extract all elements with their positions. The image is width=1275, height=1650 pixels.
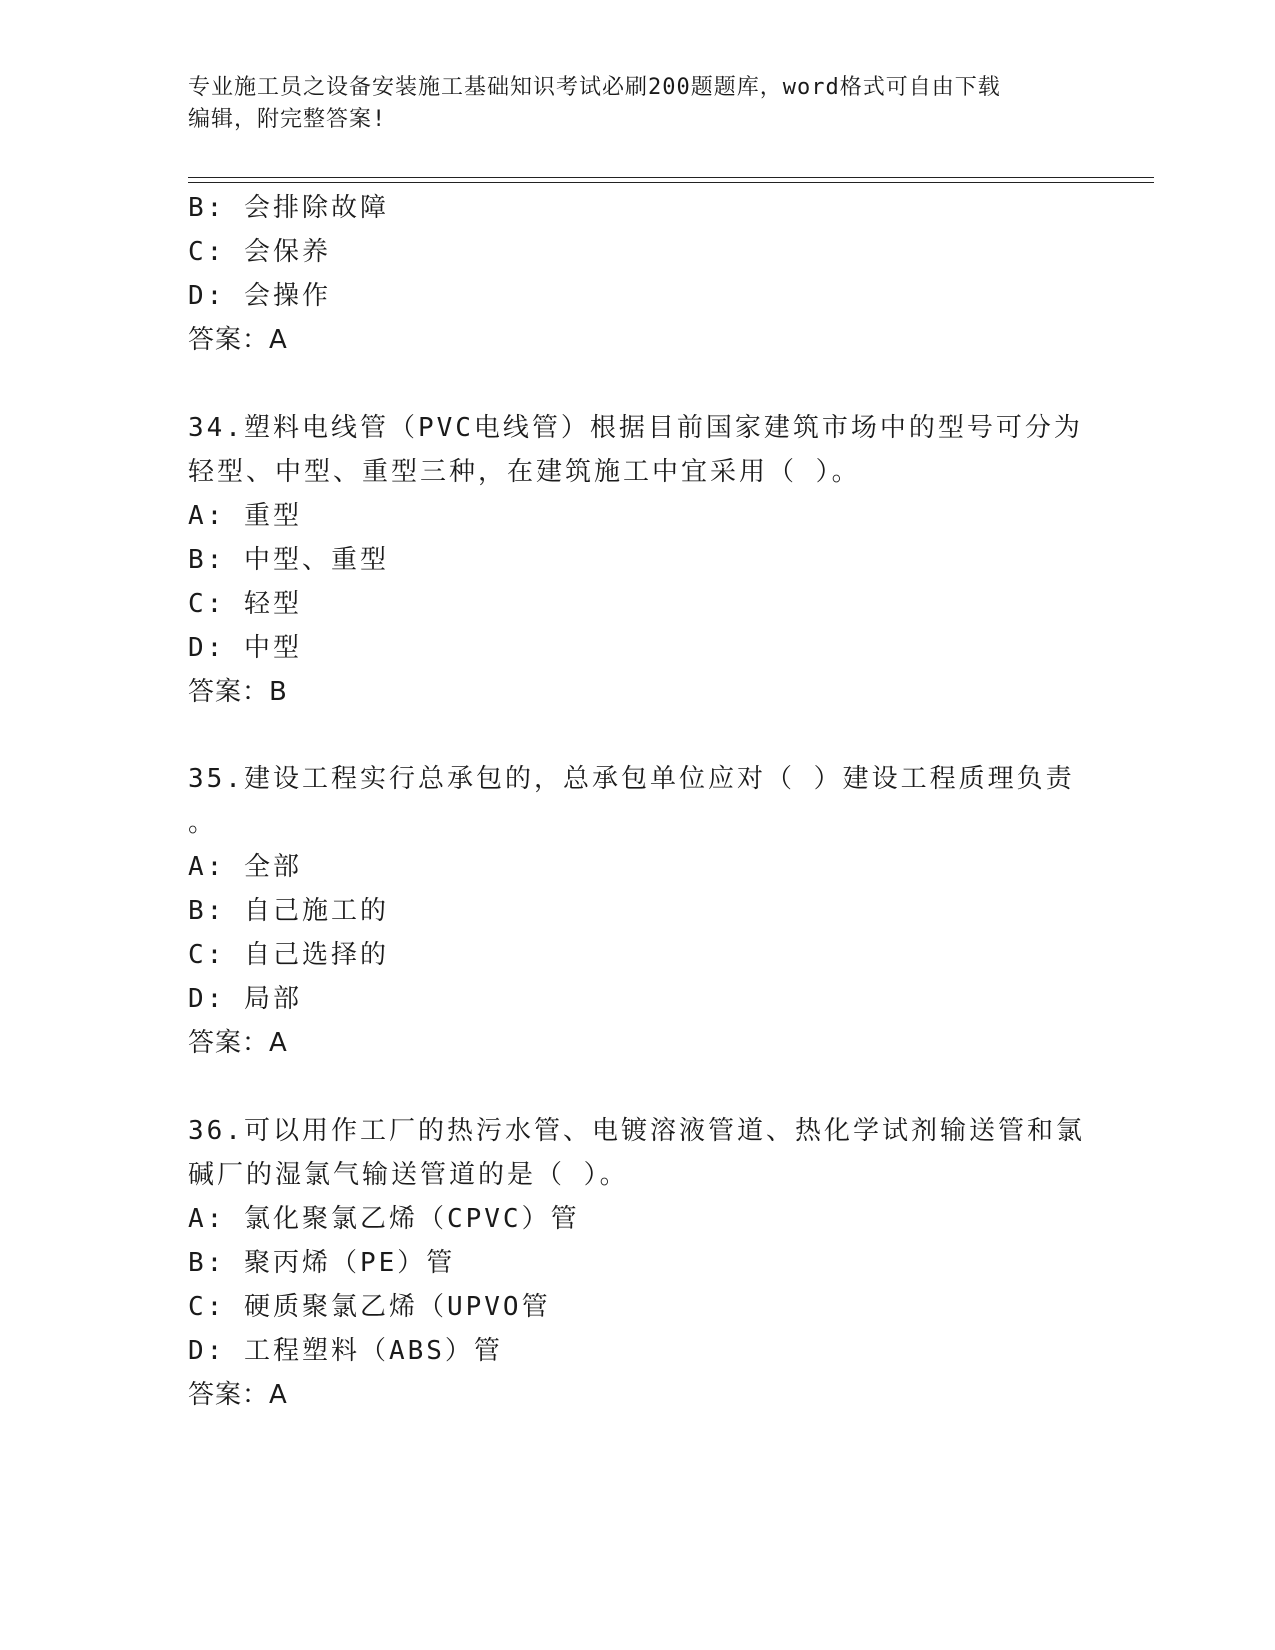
header-line-2: 编辑，附完整答案! (188, 107, 387, 132)
header-divider-top (188, 177, 1154, 178)
q36-answer: 答案：A (188, 1380, 288, 1410)
q34-option-b: B: 中型、重型 (188, 545, 389, 575)
q36-option-a: A: 氯化聚氯乙烯（CPVC）管 (188, 1204, 580, 1234)
header-divider-bottom (188, 182, 1154, 183)
q35-stem-line-1: 35.建设工程实行总承包的，总承包单位应对（ ）建设工程质理负责 (188, 764, 1075, 794)
q33-option-d: D: 会操作 (188, 281, 331, 311)
q34-answer: 答案：B (188, 677, 288, 707)
q35-answer: 答案：A (188, 1028, 288, 1058)
q34-option-a: A: 重型 (188, 501, 302, 531)
q36-stem-line-1: 36.可以用作工厂的热污水管、电镀溶液管道、热化学试剂输送管和氯 (188, 1116, 1085, 1146)
q33-option-c: C: 会保养 (188, 237, 331, 267)
q36-option-c: C: 硬质聚氯乙烯（UPVO管 (188, 1292, 551, 1322)
q35-option-b: B: 自己施工的 (188, 896, 389, 926)
header-line-1: 专业施工员之设备安装施工基础知识考试必刷200题题库，word格式可自由下载 (188, 75, 1001, 100)
q36-option-b: B: 聚丙烯（PE）管 (188, 1248, 456, 1278)
q34-stem-line-2: 轻型、中型、重型三种，在建筑施工中宜采用（ ）。 (188, 457, 861, 487)
q33-answer: 答案：A (188, 325, 288, 355)
q35-stem-line-2: 。 (188, 808, 218, 838)
q34-option-d: D: 中型 (188, 633, 302, 663)
q35-option-c: C: 自己选择的 (188, 940, 389, 970)
q34-option-c: C: 轻型 (188, 589, 302, 619)
q33-option-b: B: 会排除故障 (188, 193, 389, 223)
q35-option-a: A: 全部 (188, 852, 302, 882)
q34-stem-line-1: 34.塑料电线管（PVC电线管）根据目前国家建筑市场中的型号可分为 (188, 413, 1083, 443)
q36-option-d: D: 工程塑料（ABS）管 (188, 1336, 503, 1366)
q35-option-d: D: 局部 (188, 984, 302, 1014)
q36-stem-line-2: 碱厂的湿氯气输送管道的是（ ）。 (188, 1160, 629, 1190)
document-header (188, 72, 1088, 136)
